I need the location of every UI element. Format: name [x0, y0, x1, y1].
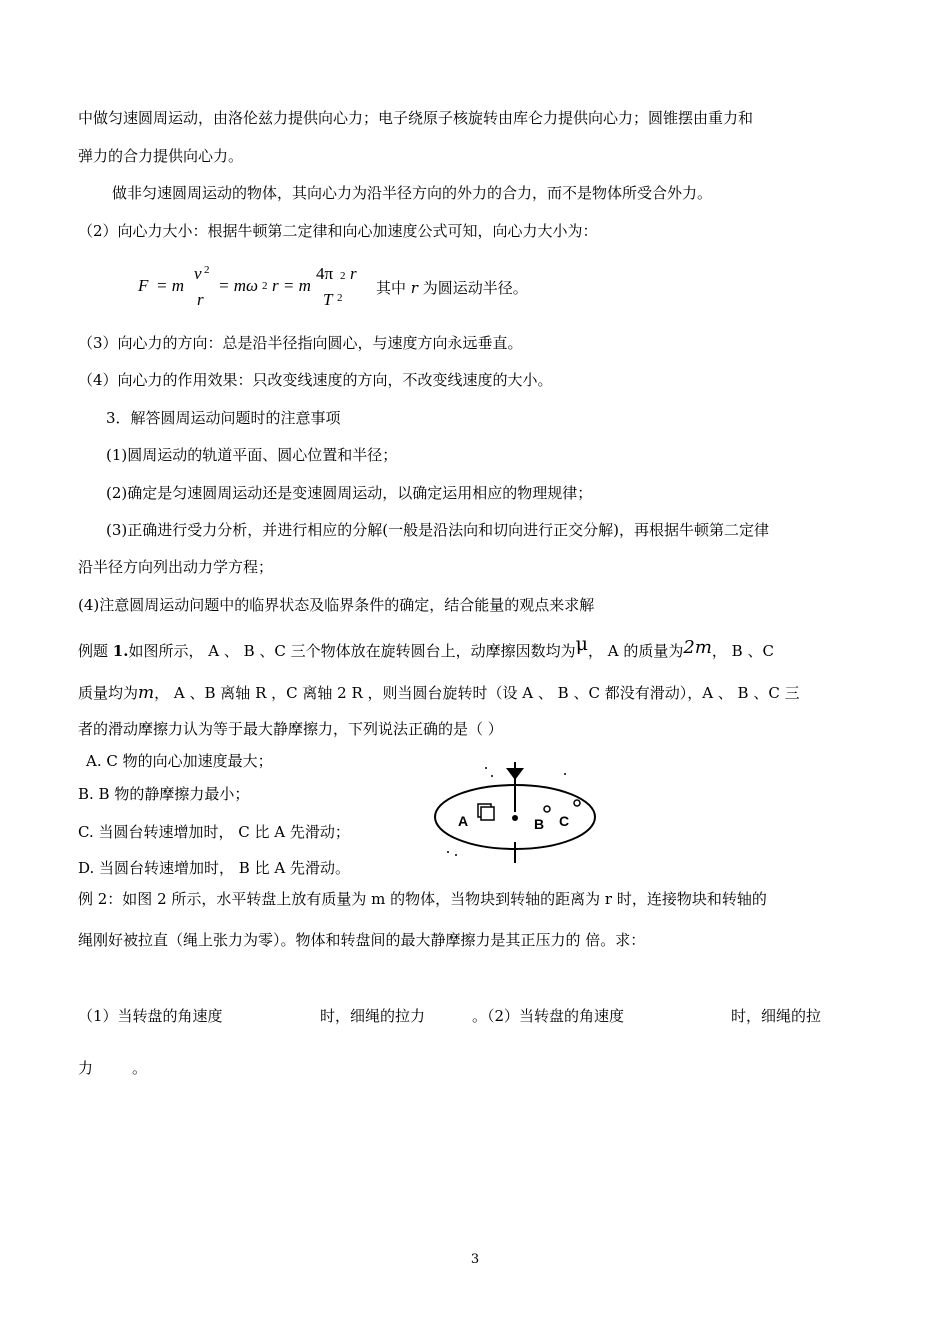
block-c	[574, 800, 580, 806]
scan-speck	[491, 775, 493, 777]
axis-center	[512, 815, 518, 821]
example2-question1	[78, 1006, 838, 1026]
formula-symbol: v	[194, 264, 202, 283]
example1-line1	[78, 633, 774, 661]
text-line: （4）向心力的作用效果：只改变线速度的方向，不改变线速度的大小。	[78, 371, 553, 389]
question-text: 。（2）当转盘的角速度	[472, 1007, 625, 1025]
axis-arrow-icon	[506, 768, 524, 780]
formula-symbol: F	[138, 276, 149, 295]
text-line: 沿半径方向列出动力学方程；	[78, 558, 274, 576]
example-text: ， B 、C	[711, 642, 774, 660]
question-text: 力	[78, 1059, 94, 1077]
text-line: 者的滑动摩擦力认为等于最大静摩擦力，下列说法正确的是（ ）	[78, 720, 503, 738]
mass-symbol: 2m	[683, 637, 712, 658]
example1-line2	[78, 683, 800, 703]
formula-symbol: T	[323, 290, 333, 309]
text-line: 做非匀速圆周运动的物体，其向心力为沿半径方向的外力的合力，而不是物体所受合外力。	[112, 184, 713, 202]
text-line: (1)圆周运动的轨道平面、圆心位置和半径；	[106, 446, 398, 464]
scan-speck	[447, 851, 449, 853]
option-d: D. 当圆台转速增加时， B 比 A 先滑动。	[78, 859, 350, 877]
example-number: 1.	[112, 642, 129, 660]
block-b	[544, 806, 550, 812]
text-line: 3．解答圆周运动问题时的注意事项	[106, 409, 341, 427]
text-line: （3）向心力的方向：总是沿半径指向圆心，与速度方向永远垂直。	[78, 334, 523, 352]
question-text: 时，细绳的拉	[731, 1007, 822, 1025]
text-line: 例 2：如图 2 所示，水平转盘上放有质量为 m 的物体，当物块到转轴的距离为 r 时，连接物块和转轴的	[78, 890, 767, 908]
label-c: C	[559, 813, 570, 829]
formula-symbol: r = m	[272, 276, 311, 295]
text-line: (2)确定是匀速圆周运动还是变速圆周运动，以确定运用相应的物理规律；	[106, 484, 593, 502]
text-line: (4)注意圆周运动问题中的临界状态及临界条件的确定，结合能量的观点来求解	[78, 596, 595, 614]
formula-note-suffix: 为圆运动半径。	[417, 279, 528, 297]
option-a: A. C 物的向心加速度最大；	[86, 752, 273, 770]
formula-symbol: = mω	[218, 276, 259, 295]
text-line: (3)正确进行受力分析，并进行相应的分解(一般是沿法向和切向进行正交分解)，再根据牛顿第二定律	[106, 521, 769, 539]
formula-note-prefix: 其中	[376, 279, 411, 297]
mass-symbol: m	[138, 683, 155, 703]
formula-note	[376, 277, 528, 298]
example-text: 如图所示， A 、 B 、C 三个物体放在旋转圆台上，动摩擦因数均为	[128, 642, 576, 660]
example-label: 例题	[78, 642, 113, 660]
formula-exponent: 2	[340, 270, 346, 282]
mu-symbol: μ	[575, 633, 588, 655]
formula-exponent: 2	[204, 264, 210, 276]
centripetal-force-formula	[138, 258, 558, 318]
scan-speck	[564, 773, 566, 775]
question-text: （1）当转盘的角速度	[78, 1007, 223, 1025]
formula-note-r: r	[410, 279, 418, 297]
text-line: 绳刚好被拉直（绳上张力为零）。物体和转盘间的最大静摩擦力是其正压力的 倍。求：	[78, 931, 646, 949]
example2-question2	[78, 1058, 278, 1078]
block-a-depth	[481, 807, 494, 820]
text-line: （2）向心力大小：根据牛顿第二定律和向心加速度公式可知，向心力大小为：	[78, 222, 598, 240]
formula-numerator: 4π	[316, 264, 334, 283]
example-text: ， A 的质量为	[588, 642, 684, 660]
option-b: B. B 物的静摩擦力最小；	[78, 785, 250, 803]
formula-symbol: r	[197, 290, 204, 309]
formula-symbol: r	[350, 264, 357, 283]
question-text: 。	[132, 1059, 148, 1077]
formula-symbol: = m	[156, 276, 184, 295]
question-text: 时，细绳的拉力	[320, 1007, 426, 1025]
option-c: C. 当圆台转速增加时， C 比 A 先滑动；	[78, 823, 350, 841]
page-number: 3	[470, 1252, 480, 1267]
scan-speck	[455, 854, 457, 856]
formula-exponent: 2	[262, 280, 268, 292]
scan-speck	[485, 767, 487, 769]
example-text: 质量均为	[78, 684, 139, 702]
formula-exponent: 2	[337, 292, 343, 304]
text-line: 弹力的合力提供向心力。	[78, 147, 244, 165]
text-line: 中做匀速圆周运动，由洛伦兹力提供向心力；电子绕原子核旋转由库仑力提供向心力；圆锥摆由重力和	[78, 109, 754, 127]
turntable-figure	[430, 760, 600, 865]
label-b: B	[534, 816, 545, 832]
label-a: A	[458, 813, 469, 829]
example-text: ， A 、B 离轴 R ，C 离轴 2 R ，则当圆台旋转时（设 A 、 B 、C 都没有滑动），A 、 B 、C 三	[154, 684, 800, 702]
